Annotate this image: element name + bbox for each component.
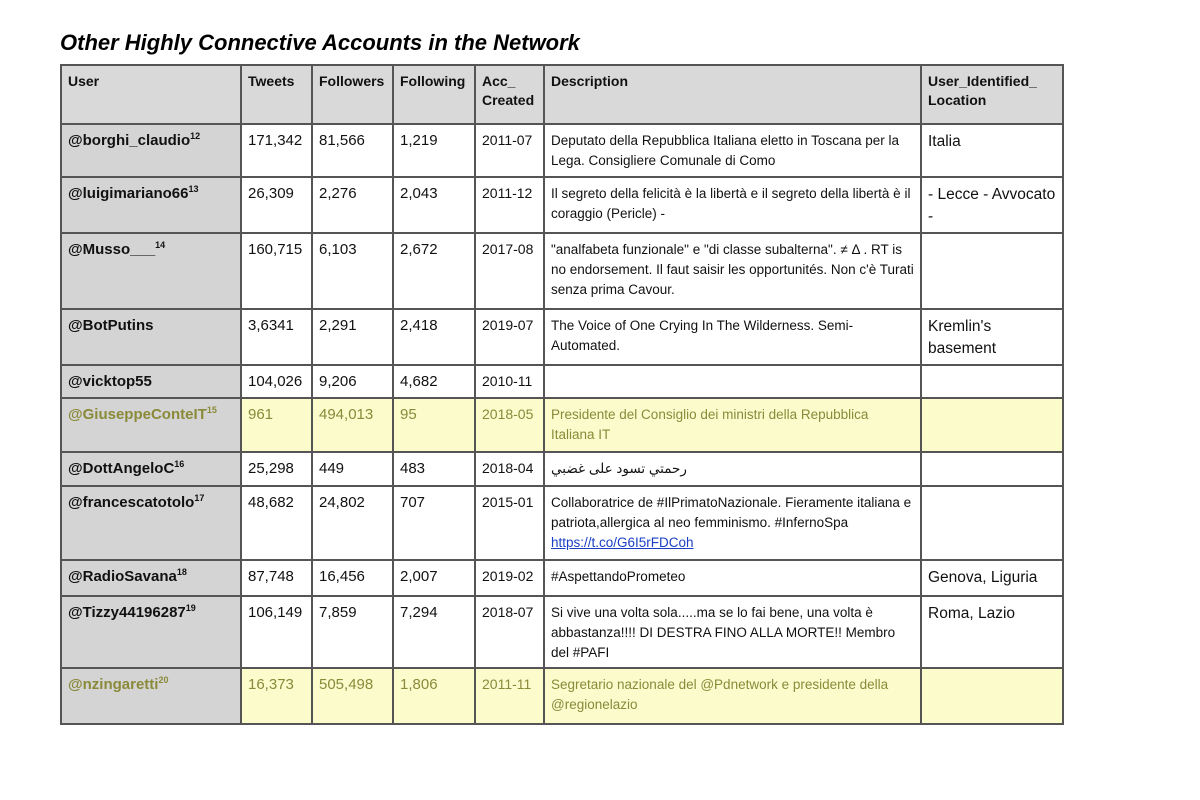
- cell-acc-created: 2017-08: [475, 233, 544, 309]
- cell-tweets: 16,373: [241, 668, 312, 724]
- cell-following: 2,043: [393, 177, 475, 233]
- cell-tweets: 106,149: [241, 596, 312, 668]
- description-text: #AspettandoPrometeo: [551, 569, 686, 584]
- user-handle: @luigimariano66: [68, 185, 189, 202]
- header-tweets: Tweets: [241, 65, 312, 124]
- cell-tweets: 961: [241, 398, 312, 452]
- cell-description: [544, 124, 921, 177]
- footnote-ref: 18: [176, 567, 187, 577]
- cell-description: [544, 233, 921, 309]
- cell-following: 1,219: [393, 124, 475, 177]
- cell-acc-created: 2019-02: [475, 560, 544, 596]
- header-location: User_Identified_ Location: [921, 65, 1063, 124]
- cell-tweets: 3,6341: [241, 309, 312, 365]
- cell-followers: 7,859: [312, 596, 393, 668]
- cell-location: Kremlin's basement: [921, 309, 1063, 365]
- cell-tweets: 25,298: [241, 452, 312, 486]
- cell-user: [61, 452, 241, 486]
- user-handle: @francescatotolo: [68, 494, 195, 511]
- cell-acc-created: 2019-07: [475, 309, 544, 365]
- table-row: [61, 452, 1063, 486]
- cell-location: [921, 233, 1063, 309]
- header-acc-created: Acc_ Created: [475, 65, 544, 124]
- cell-description: [544, 177, 921, 233]
- table-row: [61, 486, 1063, 560]
- table-row: [61, 596, 1063, 668]
- cell-acc-created: 2018-04: [475, 452, 544, 486]
- cell-tweets: 171,342: [241, 124, 312, 177]
- user-handle: @Tizzy44196287: [68, 604, 186, 621]
- cell-following: 483: [393, 452, 475, 486]
- description-text: Deputato della Repubblica Italiana eletto in Toscana per la Lega. Consigliere Comunale di Como: [551, 133, 899, 168]
- cell-followers: 81,566: [312, 124, 393, 177]
- user-handle: @GiuseppeConteIT: [68, 406, 207, 423]
- cell-following: 4,682: [393, 365, 475, 398]
- cell-tweets: 160,715: [241, 233, 312, 309]
- cell-following: 7,294: [393, 596, 475, 668]
- cell-followers: 449: [312, 452, 393, 486]
- cell-followers: 2,276: [312, 177, 393, 233]
- cell-description: [544, 309, 921, 365]
- cell-location: [921, 452, 1063, 486]
- cell-following: 1,806: [393, 668, 475, 724]
- cell-user: [61, 309, 241, 365]
- cell-description: [544, 452, 921, 486]
- table-row: [61, 124, 1063, 177]
- table-row: [61, 365, 1063, 398]
- cell-description: [544, 365, 921, 398]
- cell-tweets: 48,682: [241, 486, 312, 560]
- cell-acc-created: 2011-11: [475, 668, 544, 724]
- cell-description: [544, 486, 921, 560]
- cell-tweets: 104,026: [241, 365, 312, 398]
- cell-following: 2,007: [393, 560, 475, 596]
- cell-acc-created: 2011-12: [475, 177, 544, 233]
- footnote-ref: 20: [158, 675, 169, 685]
- cell-followers: 6,103: [312, 233, 393, 309]
- cell-following: 2,418: [393, 309, 475, 365]
- table-body: [61, 124, 1063, 724]
- accounts-table: [60, 64, 1064, 725]
- description-text: Collaboratrice de #IlPrimatoNazionale. Fieramente italiana e patriota,allergica al neo femminismo. #InfernoSpa: [551, 495, 912, 530]
- description-text: Segretario nazionale del @Pdnetwork e presidente della @regionelazio: [551, 677, 889, 712]
- cell-followers: 505,498: [312, 668, 393, 724]
- header-following: Following: [393, 65, 475, 124]
- table-row: [61, 309, 1063, 365]
- footnote-ref: 19: [185, 603, 196, 613]
- cell-acc-created: 2011-07: [475, 124, 544, 177]
- table-row: [61, 233, 1063, 309]
- cell-location: [921, 365, 1063, 398]
- cell-acc-created: 2018-07: [475, 596, 544, 668]
- description-text: Il segreto della felicità è la libertà e il segreto della libertà è il coraggio (Pericle) -: [551, 186, 911, 221]
- cell-acc-created: 2010-11: [475, 365, 544, 398]
- cell-location: [921, 668, 1063, 724]
- cell-location: [921, 398, 1063, 452]
- cell-description: [544, 596, 921, 668]
- cell-description: [544, 560, 921, 596]
- description-text: "analfabeta funzionale" e "di classe subalterna". ≠ Δ . RT is no endorsement. Il faut saisir les opportunités. Non c'è Turati senza prima Cavour.: [551, 242, 914, 297]
- cell-followers: 2,291: [312, 309, 393, 365]
- cell-user: [61, 668, 241, 724]
- cell-following: 95: [393, 398, 475, 452]
- cell-user: [61, 596, 241, 668]
- cell-tweets: 87,748: [241, 560, 312, 596]
- footnote-ref: 15: [206, 405, 217, 415]
- cell-user: [61, 486, 241, 560]
- header-row: [61, 65, 1063, 124]
- table-row: [61, 668, 1063, 724]
- table-row: [61, 560, 1063, 596]
- cell-acc-created: 2015-01: [475, 486, 544, 560]
- user-handle: @borghi_claudio: [68, 132, 191, 149]
- cell-acc-created: 2018-05: [475, 398, 544, 452]
- description-text: Si vive una volta sola.....ma se lo fai bene, una volta è abbastanza!!!! DI DESTRA FINO ALLA MORTE!! Membro del #PAFI: [551, 605, 896, 660]
- cell-description: [544, 398, 921, 452]
- table-title: Other Highly Connective Accounts in the Network: [60, 30, 580, 55]
- description-text: Presidente del Consiglio dei ministri della Repubblica Italiana IT: [551, 407, 869, 442]
- table-row: [61, 177, 1063, 233]
- footnote-ref: 13: [188, 184, 199, 194]
- header-followers: Followers: [312, 65, 393, 124]
- footnote-ref: 16: [174, 459, 185, 469]
- user-handle: @Musso___: [68, 241, 156, 258]
- cell-user: [61, 124, 241, 177]
- header-description: Description: [544, 65, 921, 124]
- user-handle: @BotPutins: [68, 317, 154, 334]
- footnote-ref: 14: [155, 240, 166, 250]
- footnote-ref: 17: [194, 493, 205, 503]
- user-handle: @RadioSavana: [68, 568, 177, 585]
- cell-following: 707: [393, 486, 475, 560]
- user-handle: @vicktop55: [68, 373, 152, 390]
- description-text: The Voice of One Crying In The Wilderness. Semi-Automated.: [551, 318, 854, 353]
- cell-user: [61, 398, 241, 452]
- cell-tweets: 26,309: [241, 177, 312, 233]
- cell-following: 2,672: [393, 233, 475, 309]
- cell-user: [61, 177, 241, 233]
- cell-description: [544, 668, 921, 724]
- cell-followers: 9,206: [312, 365, 393, 398]
- user-handle: @DottAngeloC: [68, 460, 175, 477]
- cell-user: [61, 560, 241, 596]
- cell-followers: 16,456: [312, 560, 393, 596]
- user-handle: @nzingaretti: [68, 676, 159, 693]
- description-link[interactable]: https://t.co/G6I5rFDCoh: [551, 535, 694, 550]
- table-row: [61, 398, 1063, 452]
- cell-followers: 494,013: [312, 398, 393, 452]
- description-text: رحمتي تسود على غضبي: [551, 461, 687, 476]
- cell-location: Genova, Liguria: [921, 560, 1063, 596]
- footnote-ref: 12: [190, 131, 201, 141]
- cell-user: [61, 233, 241, 309]
- cell-user: [61, 365, 241, 398]
- cell-location: Italia: [921, 124, 1063, 177]
- cell-location: - Lecce - Avvocato -: [921, 177, 1063, 233]
- cell-followers: 24,802: [312, 486, 393, 560]
- cell-location: Roma, Lazio: [921, 596, 1063, 668]
- cell-location: [921, 486, 1063, 560]
- header-user: User: [61, 65, 241, 124]
